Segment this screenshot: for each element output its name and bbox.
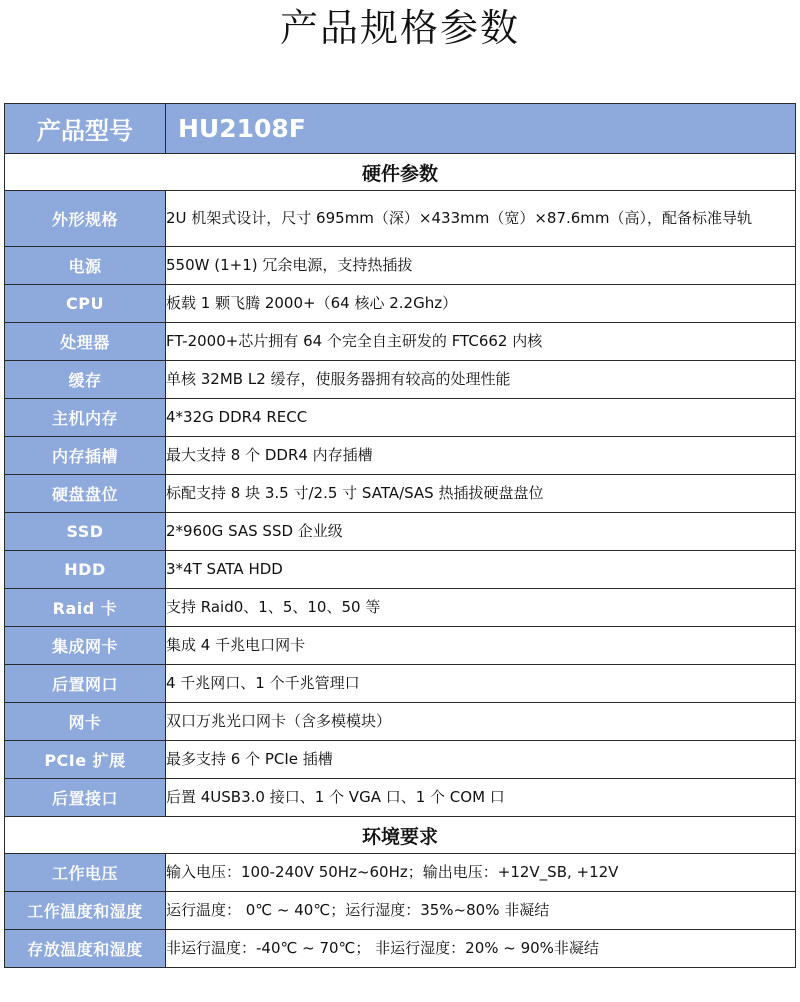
table-row [5,930,796,968]
row-value: 3*4T SATA HDD [166,551,796,589]
row-value: 550W (1+1) 冗余电源，支持热插拔 [166,247,796,285]
table-row [5,665,796,703]
row-label: 工作电压 [5,854,166,892]
table-row [5,589,796,627]
table-row [5,892,796,930]
table-row [5,399,796,437]
section-title-environment: 环境要求 [5,817,796,854]
model-label: 产品型号 [5,104,166,154]
row-value: 支持 Raid0、1、5、10、50 等 [166,589,796,627]
row-label: 网卡 [5,703,166,741]
page-title: 产品规格参数 [279,6,520,50]
row-value: 最多支持 6 个 PCIe 插槽 [166,741,796,779]
row-label: HDD [5,551,166,589]
row-value: 最大支持 8 个 DDR4 内存插槽 [166,437,796,475]
table-row [5,854,796,892]
row-label: 主机内存 [5,399,166,437]
row-value: 标配支持 8 块 3.5 寸/2.5 寸 SATA/SAS 热插拔硬盘盘位 [166,475,796,513]
row-label: PCIe 扩展 [5,741,166,779]
row-value: 非运行温度：-40℃ ~ 70℃； 非运行湿度：20% ~ 90%非凝结 [166,930,796,968]
row-value: 单核 32MB L2 缓存，使服务器拥有较高的处理性能 [166,361,796,399]
table-row [5,475,796,513]
row-value: 运行温度： 0℃ ~ 40℃；运行湿度：35%~80% 非凝结 [166,892,796,930]
row-label: CPU [5,285,166,323]
table-row [5,779,796,817]
row-label: 后置网口 [5,665,166,703]
row-label: 电源 [5,247,166,285]
table-row [5,247,796,285]
row-value: 4*32G DDR4 RECC [166,399,796,437]
row-label: 工作温度和湿度 [5,892,166,930]
row-label: 硬盘盘位 [5,475,166,513]
table-row [5,551,796,589]
row-value: 双口万兆光口网卡（含多模模块） [166,703,796,741]
row-value: 输入电压：100-240V 50Hz~60Hz；输出电压：+12V_SB, +12V [166,854,796,892]
row-label: 处理器 [5,323,166,361]
table-row [5,285,796,323]
row-value: 2*960G SAS SSD 企业级 [166,513,796,551]
row-label: SSD [5,513,166,551]
row-value: 板载 1 颗飞腾 2000+（64 核心 2.2Ghz） [166,285,796,323]
spec-table [4,103,796,968]
table-row [5,627,796,665]
row-value: FT-2000+芯片拥有 64 个完全自主研发的 FTC662 内核 [166,323,796,361]
row-value: 2U 机架式设计，尺寸 695mm（深）×433mm（宽）×87.6mm（高），配备标准导轨 [166,191,796,247]
row-label: 缓存 [5,361,166,399]
row-value: 集成 4 千兆电口网卡 [166,627,796,665]
row-label: 后置接口 [5,779,166,817]
row-label: Raid 卡 [5,589,166,627]
row-label: 存放温度和湿度 [5,930,166,968]
model-row [5,104,796,154]
table-row [5,191,796,247]
table-row [5,741,796,779]
row-value: 后置 4USB3.0 接口、1 个 VGA 口、1 个 COM 口 [166,779,796,817]
table-row [5,437,796,475]
row-label: 集成网卡 [5,627,166,665]
model-value: HU2108F [166,104,796,154]
table-row [5,513,796,551]
table-row [5,323,796,361]
section-environment [5,817,796,854]
table-row [5,361,796,399]
section-hardware [5,154,796,191]
row-label: 内存插槽 [5,437,166,475]
table-row [5,703,796,741]
section-title-hardware: 硬件参数 [5,154,796,191]
row-value: 4 千兆网口、1 个千兆管理口 [166,665,796,703]
row-label: 外形规格 [5,191,166,247]
